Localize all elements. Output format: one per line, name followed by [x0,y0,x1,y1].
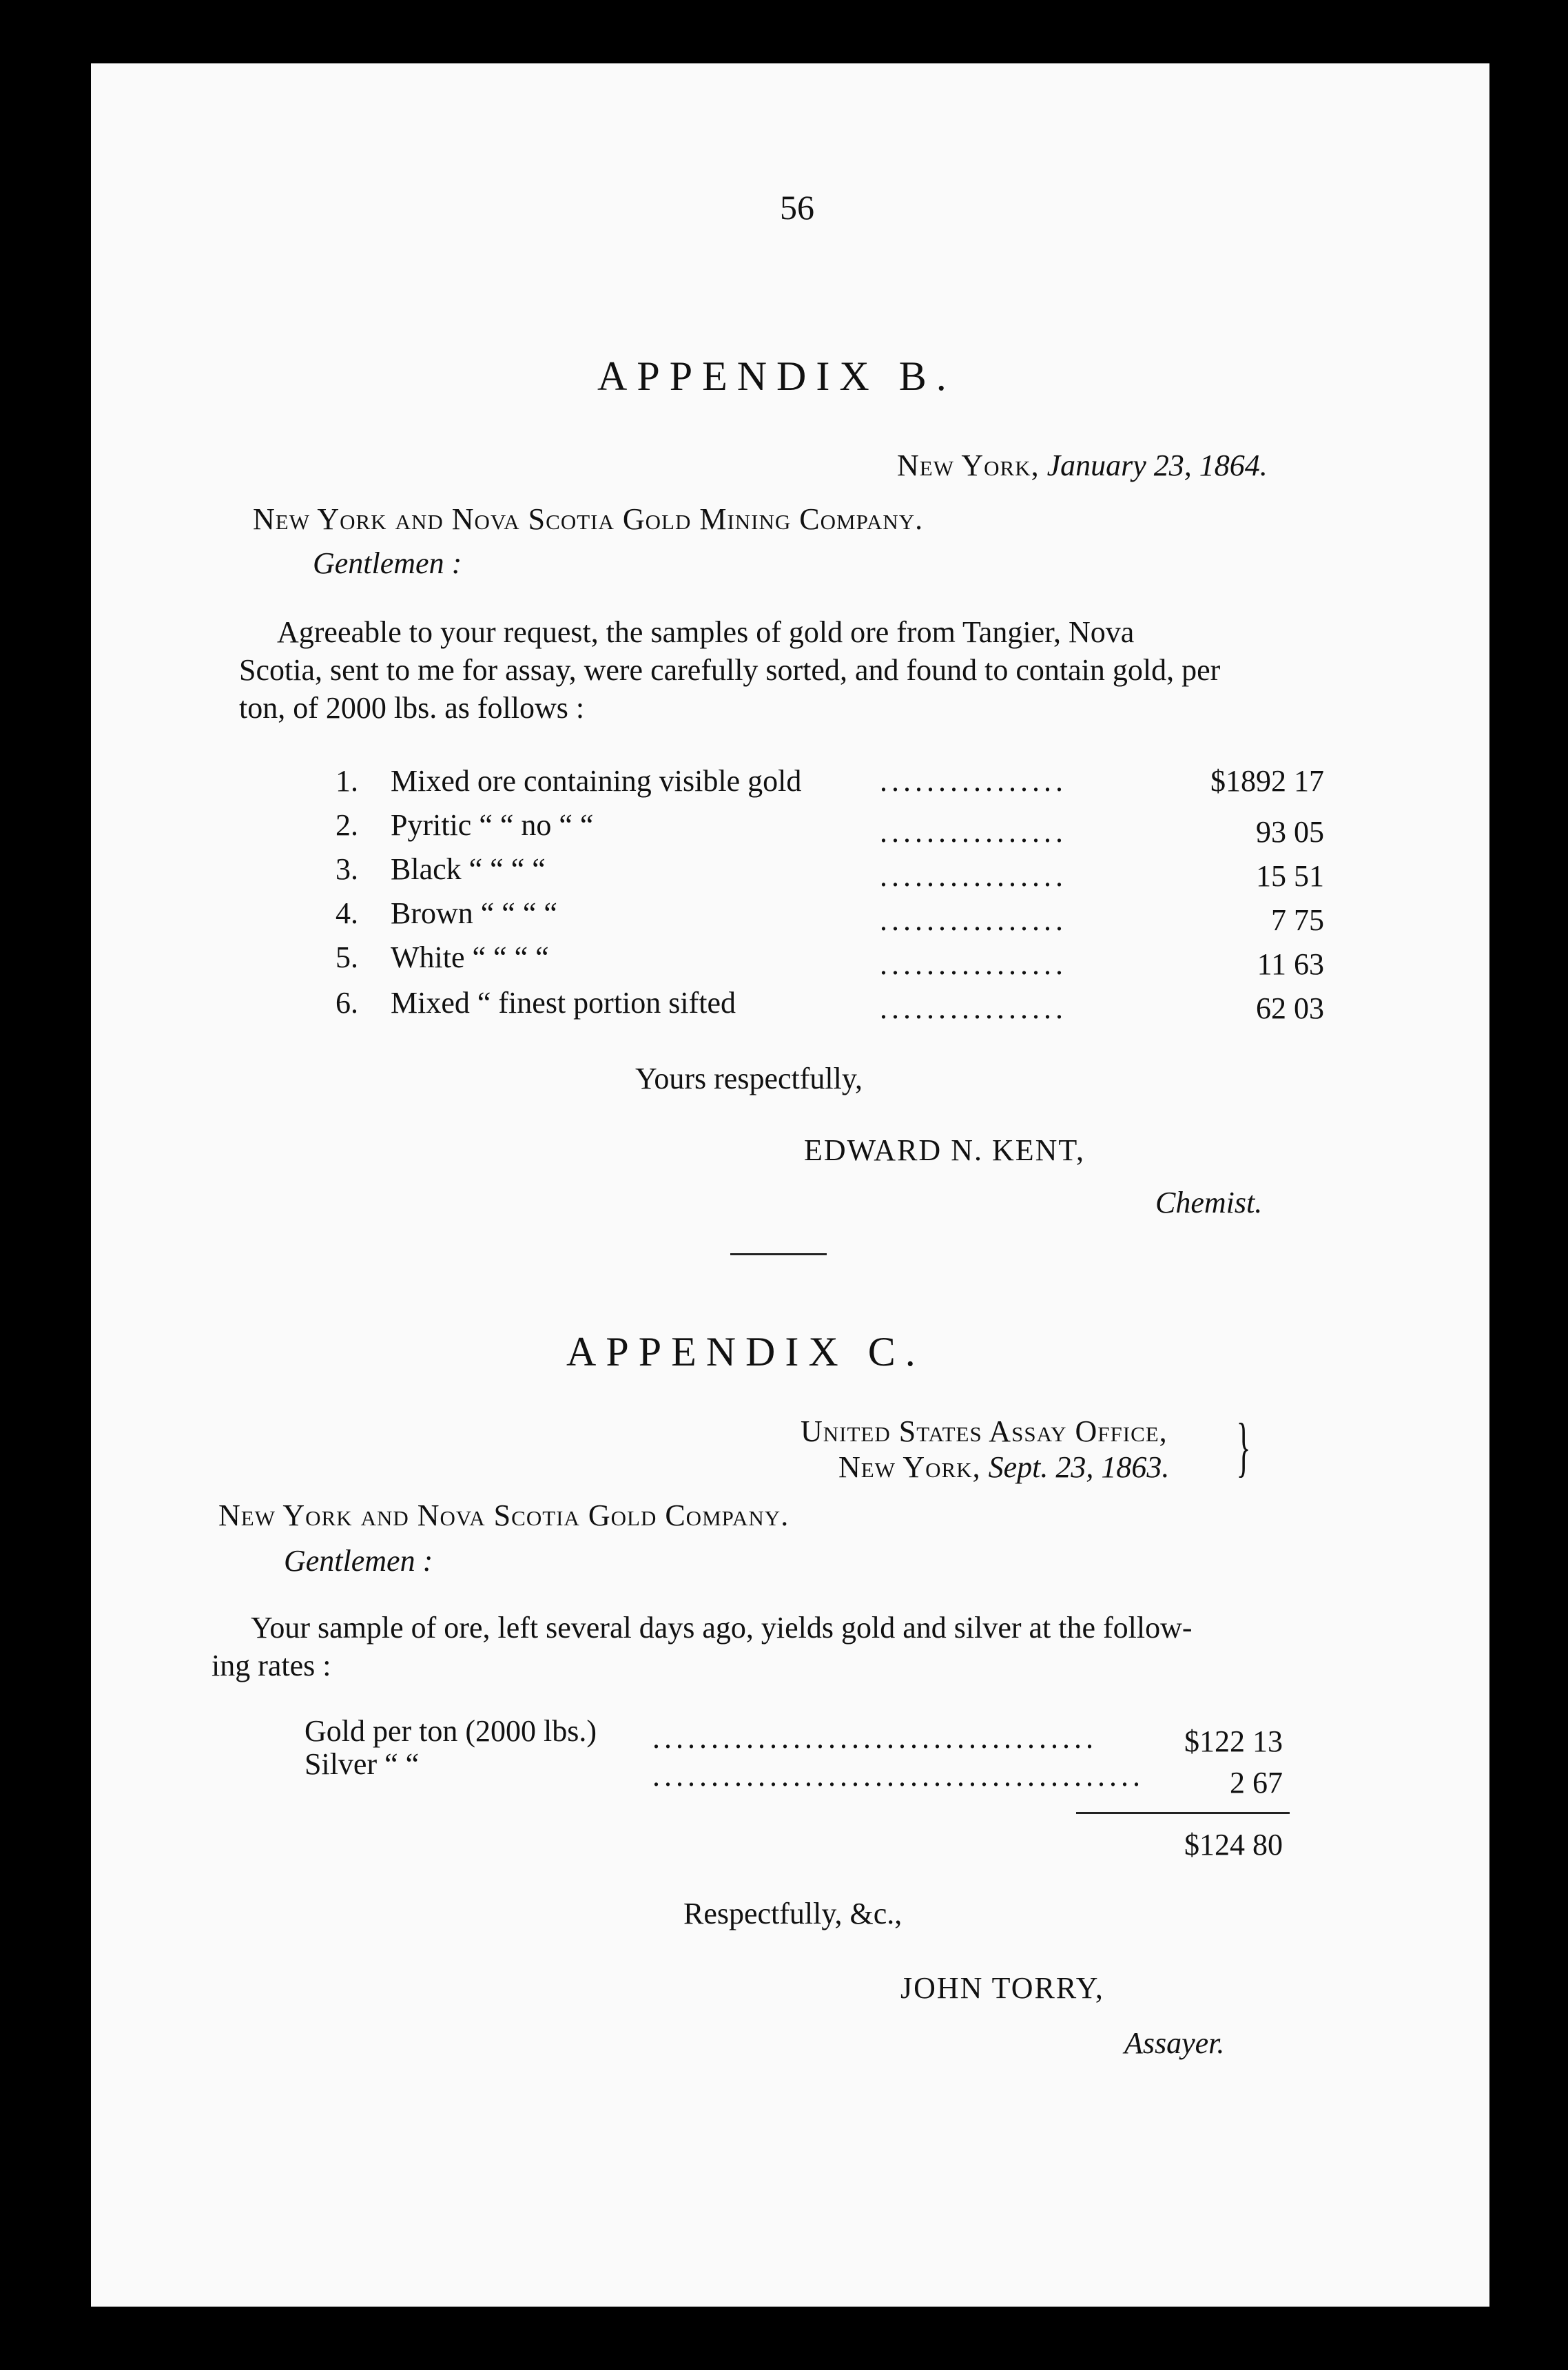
assay-item-value: 93 05 [1256,815,1324,849]
assay-item-value: 11 63 [1257,947,1324,981]
appendix-c-addressee: New York and Nova Scotia Gold Company. [218,1498,790,1532]
appendix-c-paragraph-line-2: ing rates : [212,1649,331,1682]
appendix-c-salutation: Gentlemen : [284,1544,433,1578]
page-number: 56 [780,188,814,227]
appendix-b-paragraph-line-3: ton, of 2000 lbs. as follows : [239,691,585,725]
document-page [91,63,1489,2307]
office-dateline-date: Sept. 23, 1863. [988,1450,1170,1484]
assay-item-value: 7 75 [1271,903,1324,937]
assay-item-num: 5. [336,940,358,974]
assay-item-label: Mixed “ finest portion sifted [391,986,736,1020]
appendix-b-heading: APPENDIX B. [597,353,956,399]
sum-rule [1076,1812,1290,1814]
appendix-b-salutation: Gentlemen : [313,546,462,580]
appendix-c-paragraph-line-1: Your sample of ore, left several days ago, yields gold and silver at the follow- [251,1611,1193,1645]
assay-rate-value: $122 13 [1184,1724,1283,1758]
assay-item-leader: ................ [880,815,1067,849]
appendix-b-paragraph-line-2: Scotia, sent to me for assay, were carefully sorted, and found to contain gold, per [239,653,1221,687]
dateline-place: New York, [897,449,1040,482]
dateline-date: January 23, 1864. [1046,449,1268,482]
assay-item-label: Pyritic “ “ no “ “ [391,808,594,842]
section-divider [730,1253,827,1255]
assay-item-leader: ................ [880,859,1067,893]
appendix-b-title: Chemist. [1155,1186,1263,1219]
assay-item-num: 2. [336,808,358,842]
assay-item-leader: ................ [880,947,1067,981]
appendix-b-signature: EDWARD N. KENT, [804,1133,1086,1167]
assay-item-num: 4. [336,896,358,930]
assay-item-value: 62 03 [1256,991,1324,1025]
assay-item-num: 6. [336,986,358,1020]
assay-office-line-2 [838,1450,1169,1485]
assay-item-label: Black “ “ “ “ [391,852,546,886]
assay-item-value: $1892 17 [1210,764,1324,798]
assay-rate-leader: ...................................... [652,1721,1097,1755]
assay-rate-leader: .......................................... [652,1759,1144,1793]
assay-item-label: Mixed ore containing visible gold [391,764,802,798]
assay-rate-label: Gold per ton (2000 lbs.) [305,1714,597,1748]
assay-item-label: White “ “ “ “ [391,940,549,974]
appendix-c-heading: APPENDIX C. [566,1329,925,1374]
assay-rate-value: 2 67 [1230,1766,1283,1800]
appendix-c-closing: Respectfully, &c., [683,1897,902,1930]
assay-item-label: Brown “ “ “ “ [391,896,557,930]
assay-item-value: 15 51 [1256,859,1324,893]
appendix-c-title: Assayer. [1124,2026,1225,2060]
assay-item-num: 1. [336,764,358,798]
appendix-b-paragraph-line-1: Agreeable to your request, the samples of gold ore from Tangier, Nova [277,615,1135,649]
assay-item-leader: ................ [880,903,1067,937]
appendix-c-signature: JOHN TORRY, [900,1971,1104,2005]
assay-item-leader: ................ [880,764,1067,798]
appendix-b-closing: Yours respectfully, [635,1062,863,1095]
brace-mark: } [1236,1410,1251,1483]
appendix-b-dateline [897,448,1268,483]
assay-office-line-1: United States Assay Office, [801,1414,1168,1448]
appendix-b-addressee: New York and Nova Scotia Gold Mining Company. [253,502,924,536]
assay-item-leader: ................ [880,991,1067,1025]
assay-total: $124 80 [1184,1828,1283,1862]
assay-rate-label: Silver “ “ [305,1747,420,1781]
office-dateline-place: New York, [838,1450,981,1484]
assay-item-num: 3. [336,852,358,886]
